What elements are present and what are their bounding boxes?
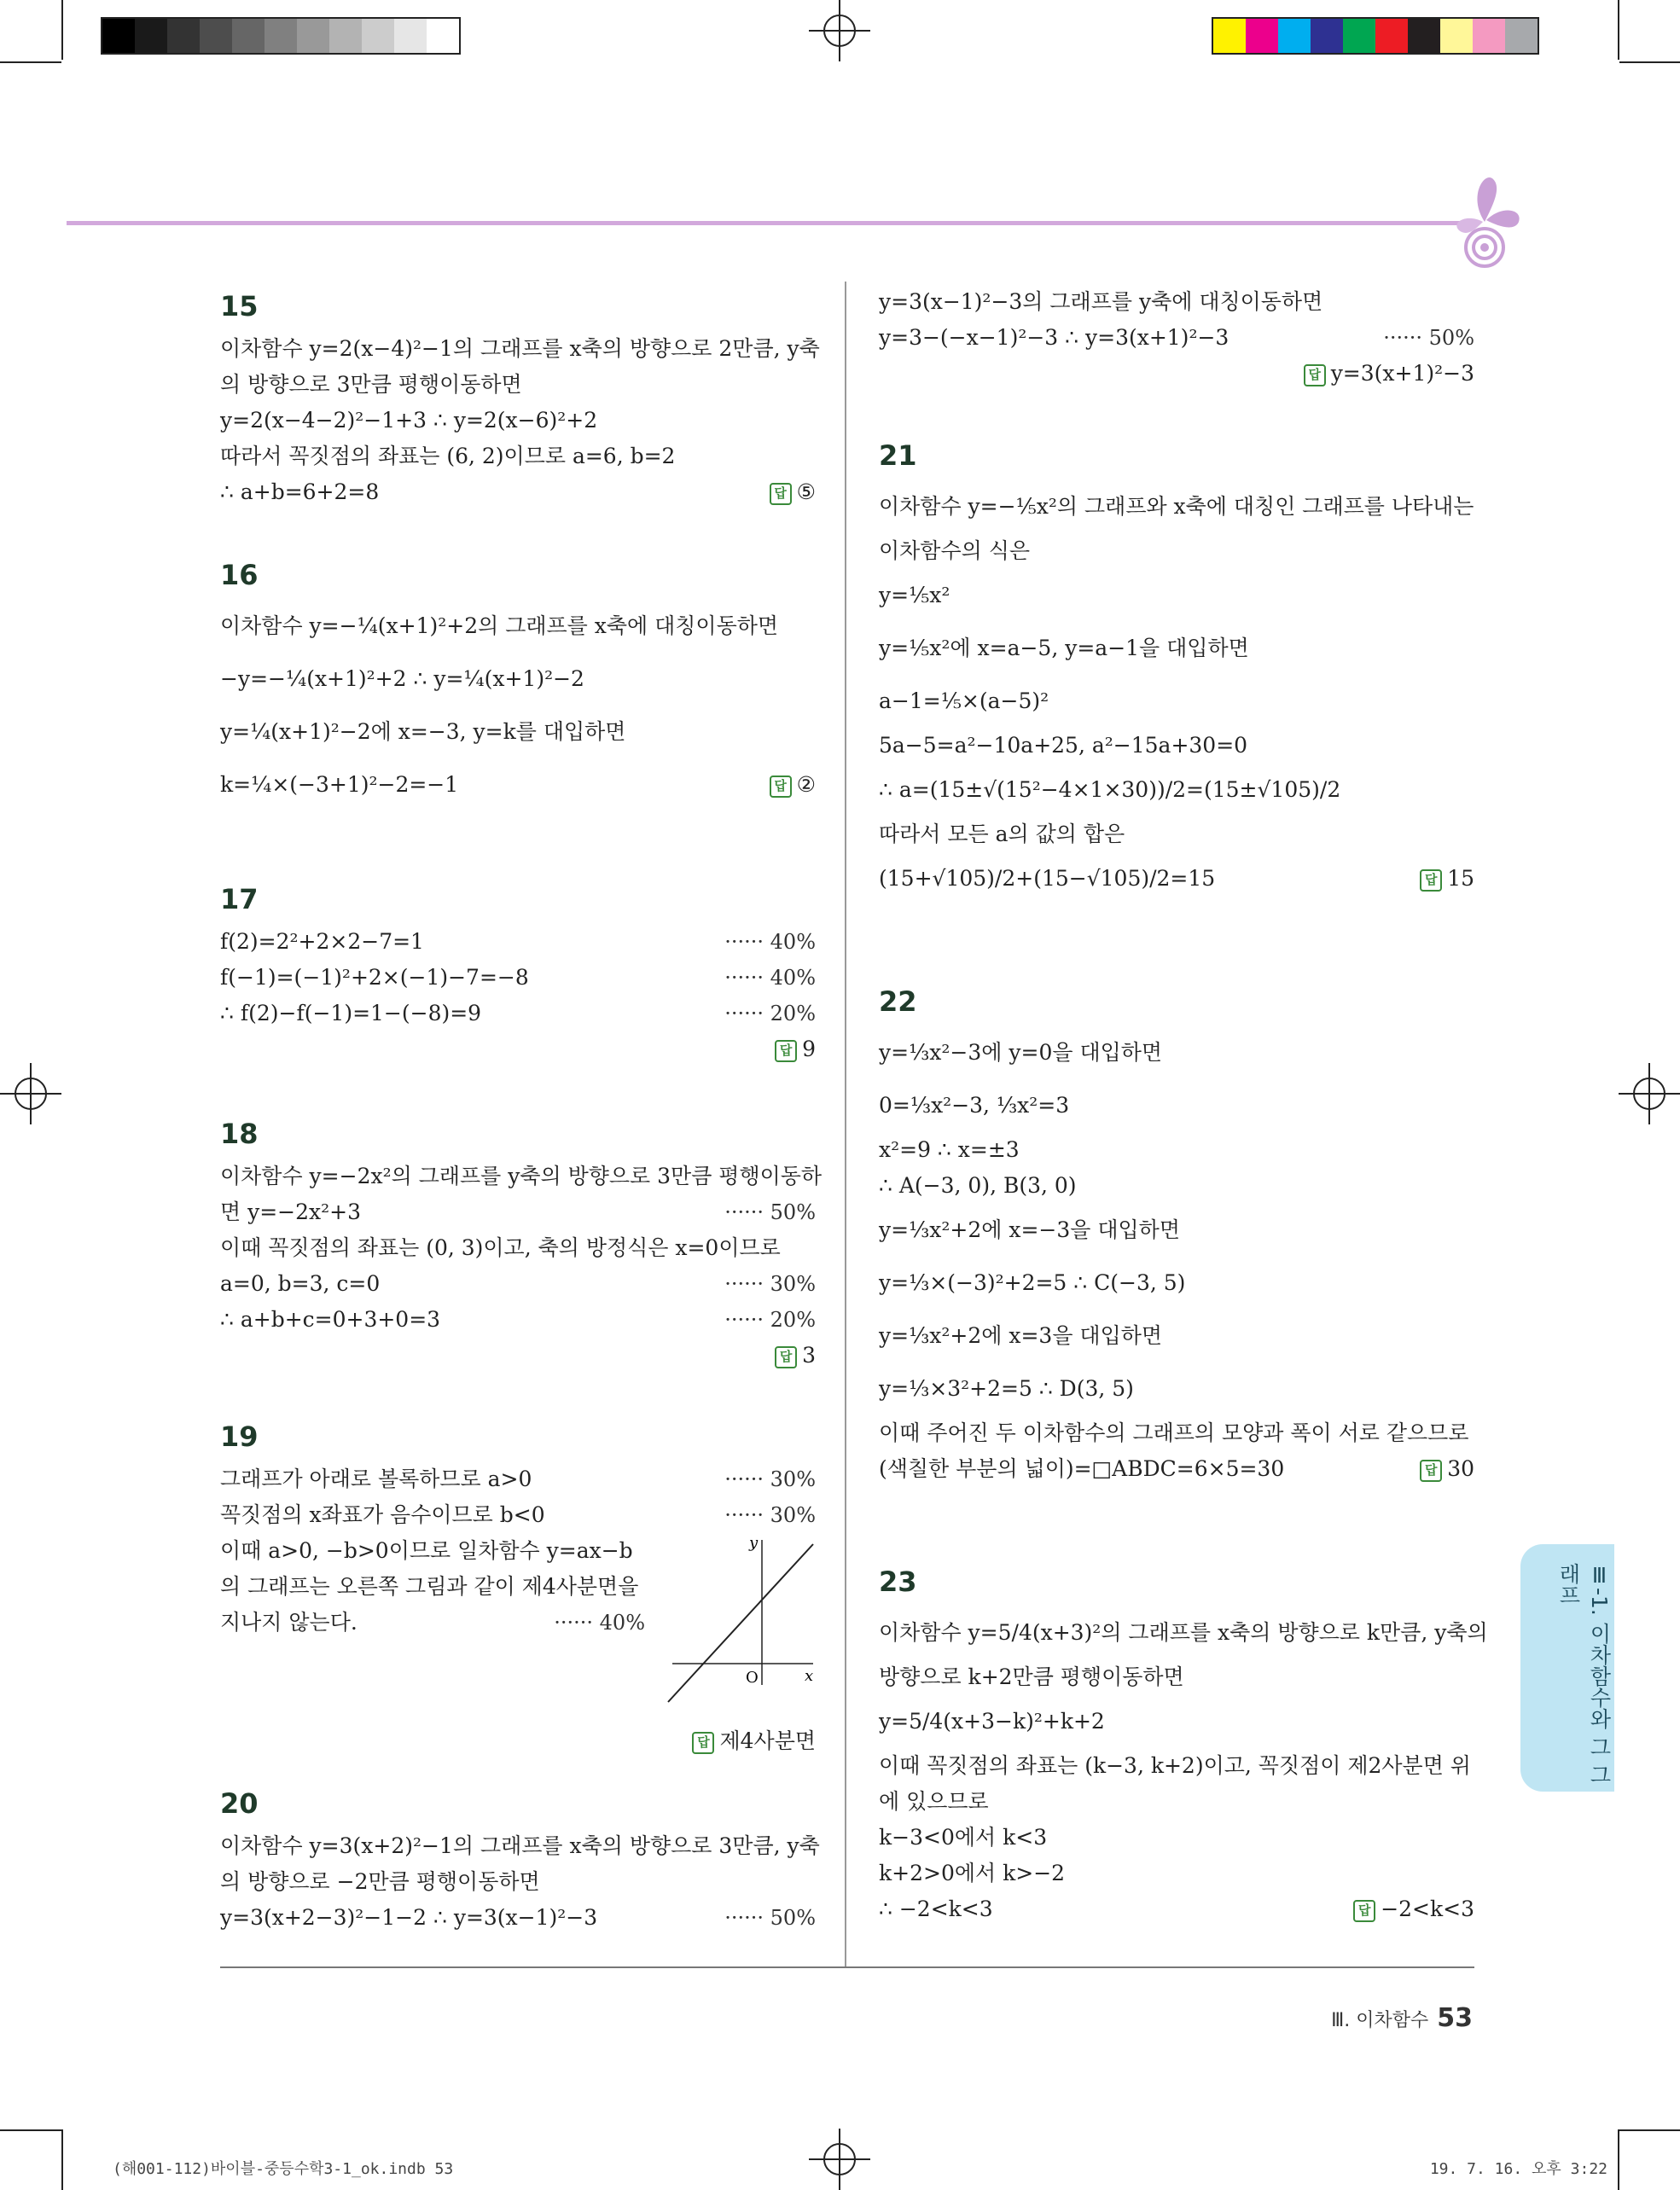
solution-text: ∴ a+b=6+2=8 (220, 479, 380, 504)
color-swatch (1311, 19, 1343, 53)
solution-line: 이차함수 y=−⅕x²의 그래프와 x축에 대칭인 그래프를 나타내는 (879, 494, 1474, 519)
problem-20 (220, 1787, 820, 1936)
answer (692, 1723, 816, 1759)
gray-swatch (102, 19, 135, 53)
solution-line: y=⅓×(−3)²+2=5 ∴ C(−3, 5) (879, 1270, 1186, 1295)
solution-line: 이때 주어진 두 이차함수의 그래프의 모양과 폭이 서로 같으므로 (879, 1420, 1469, 1445)
solution-line (220, 1497, 816, 1533)
gray-swatch (362, 19, 394, 53)
color-swatch (1408, 19, 1440, 53)
problem-number: 16 (220, 559, 259, 591)
solution-text: 꼭짓점의 x좌표가 음수이므로 b<0 (220, 1502, 545, 1527)
header-rule (67, 221, 1466, 225)
solution-text: 의 그래프는 오른쪽 그림과 같이 제4사분면을 (220, 1574, 639, 1599)
problem-number: 22 (879, 985, 917, 1018)
registration-mark-icon (809, 0, 870, 61)
crop-mark (61, 0, 63, 60)
answer (1420, 852, 1474, 905)
solution-line: 이차함수 y=−¼(x+1)²+2의 그래프를 x축에 대칭이동하면 (220, 613, 779, 638)
answer-badge-icon: 답 (1420, 869, 1442, 892)
answer-value: 제4사분면 (719, 1728, 816, 1753)
solution-line: 5a−5=a²−10a+25, a²−15a+30=0 (879, 733, 1248, 758)
solution-line (220, 1194, 816, 1230)
section-title: Ⅲ. 이차함수 (1331, 2010, 1429, 2031)
answer-badge-icon: 답 (1420, 1460, 1442, 1482)
solution-line (879, 1891, 1474, 1927)
solution-line: 이차함수의 식은 (879, 538, 1030, 563)
solution-text: ∴ −2<k<3 (879, 1897, 993, 1921)
answer-badge-icon: 답 (775, 1346, 797, 1368)
solution-line: y=⅓x²+2에 x=3을 대입하면 (879, 1323, 1163, 1348)
solution-text: y=3−(−x−1)²−3 ∴ y=3(x+1)²−3 (879, 325, 1229, 350)
solution-text: 의 방향으로 −2만큼 평행이동하면 (220, 1869, 540, 1894)
registration-mark-icon (1619, 1063, 1680, 1124)
solution-line (220, 1864, 816, 1900)
solution-text: ∴ a+b+c=0+3+0=3 (220, 1307, 441, 1332)
solution-line: a−1=⅕×(a−5)² (879, 688, 1049, 713)
line-plot (668, 1544, 813, 1702)
gray-swatch (264, 19, 297, 53)
score-percent: ······ 50% (724, 1906, 816, 1930)
solution-line (220, 1461, 816, 1497)
gray-swatch (297, 19, 329, 53)
solution-line: y=¼(x+1)²−2에 x=−3, y=k를 대입하면 (220, 719, 626, 744)
solution-line (220, 1230, 816, 1266)
answer-value: 9 (802, 1037, 816, 1061)
solution-line (220, 1828, 820, 1864)
crop-mark (1618, 2129, 1619, 2190)
solution-line: 방향으로 k+2만큼 평행이동하면 (879, 1664, 1184, 1689)
problem-number: 17 (220, 883, 259, 915)
footer-rule (220, 1966, 1474, 1968)
color-swatch (1440, 19, 1473, 53)
solution-text: 지나지 않는다. (220, 1610, 358, 1635)
score-percent: ······ 20% (724, 1308, 816, 1332)
solution-line (879, 284, 1474, 320)
solution-line: 따라서 모든 a의 값의 합은 (879, 822, 1125, 846)
column-divider (845, 282, 846, 1966)
answer (770, 758, 816, 811)
solution-text: 그래프가 아래로 볼록하므로 a>0 (220, 1467, 532, 1491)
answer-badge-icon: 답 (775, 1040, 797, 1062)
registration-mark-icon (809, 2129, 870, 2190)
origin-label: O (746, 1669, 759, 1687)
page-footer (1331, 2003, 1473, 2033)
chapter-side-tab-label: Ⅲ-1. 이차함수와 그 그래프 (1556, 1563, 1612, 1786)
solution-text: (15+√105)/2+(15−√105)/2=15 (879, 866, 1216, 891)
color-swatch (1246, 19, 1278, 53)
score-percent: ······ 30% (724, 1467, 816, 1491)
answer (770, 474, 816, 510)
solution-line: y=2(x−4−2)²−1+3 ∴ y=2(x−6)²+2 (220, 408, 598, 433)
solution-text: y=3(x+2−3)²−1−2 ∴ y=3(x−1)²−3 (220, 1905, 598, 1930)
answer-value: 3 (802, 1343, 816, 1368)
gray-swatch (394, 19, 427, 53)
solution-text: k=¼×(−3+1)²−2=−1 (220, 772, 459, 797)
registration-mark-icon (0, 1063, 61, 1124)
flower-ornament-icon (1442, 162, 1527, 273)
solution-line: −y=−¼(x+1)²+2 ∴ y=¼(x+1)²−2 (220, 666, 584, 691)
solution-line (220, 758, 816, 811)
color-swatch (1473, 19, 1505, 53)
solution-line: 0=⅓x²−3, ⅓x²=3 (879, 1093, 1070, 1118)
color-swatch (1213, 19, 1246, 53)
solution-text: f(−1)=(−1)²+2×(−1)−7=−8 (220, 965, 529, 990)
solution-line: 이때 꼭짓점의 좌표는 (k−3, k+2)이고, 꼭짓점이 제2사분면 위 (879, 1753, 1471, 1778)
answer-badge-icon: 답 (1304, 364, 1326, 386)
problem-18 (220, 1118, 823, 1374)
answer-badge-icon: 답 (770, 776, 792, 798)
solution-line (220, 1159, 823, 1194)
solution-text: a=0, b=3, c=0 (220, 1271, 381, 1296)
solution-text: f(2)=2²+2×2−7=1 (220, 929, 424, 954)
crop-mark (0, 2129, 61, 2131)
solution-line: 의 방향으로 3만큼 평행이동하면 (220, 372, 522, 397)
answer-value: 15 (1447, 866, 1474, 891)
solution-text: 이차함수 y=3(x+2)²−1의 그래프를 x축의 방향으로 3만큼, y축 (220, 1833, 820, 1858)
color-swatch (1343, 19, 1375, 53)
answer-badge-icon: 답 (692, 1732, 714, 1754)
chapter-side-tab (1520, 1544, 1614, 1792)
problem-22 (879, 985, 1474, 1487)
grayscale-color-bar (101, 17, 461, 55)
solution-line: 따라서 꼭짓점의 좌표는 (6, 2)이므로 a=6, b=2 (220, 444, 676, 468)
solution-text: 이때 a>0, −b>0이므로 일차함수 y=ax−b (220, 1538, 633, 1563)
page-number: 53 (1437, 2003, 1473, 2033)
solution-line: y=5/4(x+3−k)²+k+2 (879, 1709, 1105, 1734)
solution-line: 에 있으므로 (879, 1789, 989, 1814)
score-percent: ······ 40% (724, 930, 816, 954)
answer-value: y=3(x+1)²−3 (1330, 361, 1474, 386)
gray-swatch (167, 19, 200, 53)
score-percent: ······ 50% (724, 1200, 816, 1224)
answer-value: ⑤ (796, 479, 816, 504)
solution-line (220, 1266, 816, 1302)
solution-text: 면 y=−2x²+3 (220, 1200, 361, 1224)
problem-20-continued (879, 284, 1474, 392)
gray-swatch (232, 19, 264, 53)
gray-swatch (200, 19, 232, 53)
answer-badge-icon: 답 (1353, 1900, 1375, 1922)
solution-line (220, 1605, 645, 1641)
problem-number: 20 (220, 1787, 259, 1820)
solution-line: x²=9 ∴ x=±3 (879, 1137, 1020, 1162)
color-swatch (1505, 19, 1538, 53)
problem-15 (220, 290, 820, 510)
solution-line (879, 320, 1474, 356)
gray-swatch (329, 19, 362, 53)
gray-swatch (135, 19, 167, 53)
solution-line: y=⅓x²−3에 y=0을 대입하면 (879, 1040, 1163, 1065)
problem-21 (879, 439, 1474, 905)
solution-line (220, 996, 816, 1031)
solution-line: y=⅓x²+2에 x=−3을 대입하면 (879, 1217, 1180, 1242)
crop-mark (1619, 61, 1680, 63)
solution-line (220, 924, 816, 960)
print-timestamp: 19. 7. 16. 오후 3:22 (1429, 2160, 1607, 2178)
file-slug: (해001-112)바이블-중등수학3-1_ok.indb 53 (113, 2160, 454, 2178)
solution-line: 이차함수 y=2(x−4)²−1의 그래프를 x축의 방향으로 2만큼, y축 (220, 336, 820, 361)
color-swatch (1278, 19, 1311, 53)
x-axis-label: x (805, 1667, 814, 1685)
solution-line (220, 474, 816, 510)
solution-line (220, 1900, 816, 1936)
solution-text: ∴ f(2)−f(−1)=1−(−8)=9 (220, 1001, 482, 1025)
problem-19 (220, 1420, 816, 1753)
score-percent: ······ 50% (1383, 326, 1474, 350)
solution-text: y=3(x−1)²−3의 그래프를 y축에 대칭이동하면 (879, 289, 1323, 314)
gray-swatch (427, 19, 459, 53)
score-percent: ······ 40% (724, 966, 816, 990)
solution-line (879, 852, 1474, 905)
solution-line: ∴ a=(15±√(15²−4×1×30))/2=(15±√105)/2 (879, 777, 1341, 802)
solution-text: 이때 꼭짓점의 좌표는 (0, 3)이고, 축의 방정식은 x=0이므로 (220, 1235, 781, 1260)
linear-graph-figure (664, 1536, 816, 1706)
solution-text: 이차함수 y=−2x²의 그래프를 y축의 방향으로 3만큼 평행이동하 (220, 1164, 823, 1188)
process-color-bar (1212, 17, 1539, 55)
score-percent: ······ 40% (554, 1611, 645, 1635)
answer (220, 1031, 816, 1067)
solution-line: k+2>0에서 k>−2 (879, 1861, 1066, 1885)
problem-number: 23 (879, 1566, 917, 1598)
problem-number: 18 (220, 1118, 259, 1150)
solution-line (220, 960, 816, 996)
answer (1420, 1451, 1474, 1487)
solution-line: y=⅕x²에 x=a−5, y=a−1을 대입하면 (879, 636, 1249, 660)
answer (879, 356, 1474, 392)
score-percent: ······ 30% (724, 1503, 816, 1527)
y-axis-label: y (749, 1536, 759, 1552)
answer (220, 1338, 816, 1374)
answer-badge-icon: 답 (770, 483, 792, 505)
problem-number: 15 (220, 290, 259, 322)
solution-line: y=⅕x² (879, 583, 950, 607)
problem-17 (220, 883, 816, 1067)
score-percent: ······ 20% (724, 1002, 816, 1025)
solution-line (220, 1302, 816, 1338)
answer-value: ② (796, 772, 816, 797)
problem-16 (220, 559, 816, 811)
crop-mark (1619, 2129, 1680, 2131)
answer-value: −2<k<3 (1381, 1897, 1474, 1921)
solution-text: (색칠한 부분의 넓이)=□ABDC=6×5=30 (879, 1456, 1285, 1481)
problem-number: 21 (879, 439, 917, 472)
solution-line (879, 1451, 1474, 1487)
crop-mark (1618, 0, 1619, 60)
solution-line: ∴ A(−3, 0), B(3, 0) (879, 1173, 1077, 1198)
solution-line: 이차함수 y=5/4(x+3)²의 그래프를 x축의 방향으로 k만큼, y축의 (879, 1620, 1488, 1645)
crop-mark (61, 2129, 63, 2190)
solution-line: y=⅓×3²+2=5 ∴ D(3, 5) (879, 1376, 1134, 1401)
answer (1353, 1891, 1474, 1927)
solution-line: k−3<0에서 k<3 (879, 1825, 1048, 1850)
problem-number: 19 (220, 1420, 259, 1453)
problem-23 (879, 1566, 1488, 1927)
color-swatch (1375, 19, 1408, 53)
score-percent: ······ 30% (724, 1272, 816, 1296)
crop-mark (0, 61, 61, 63)
answer-value: 30 (1447, 1456, 1474, 1481)
